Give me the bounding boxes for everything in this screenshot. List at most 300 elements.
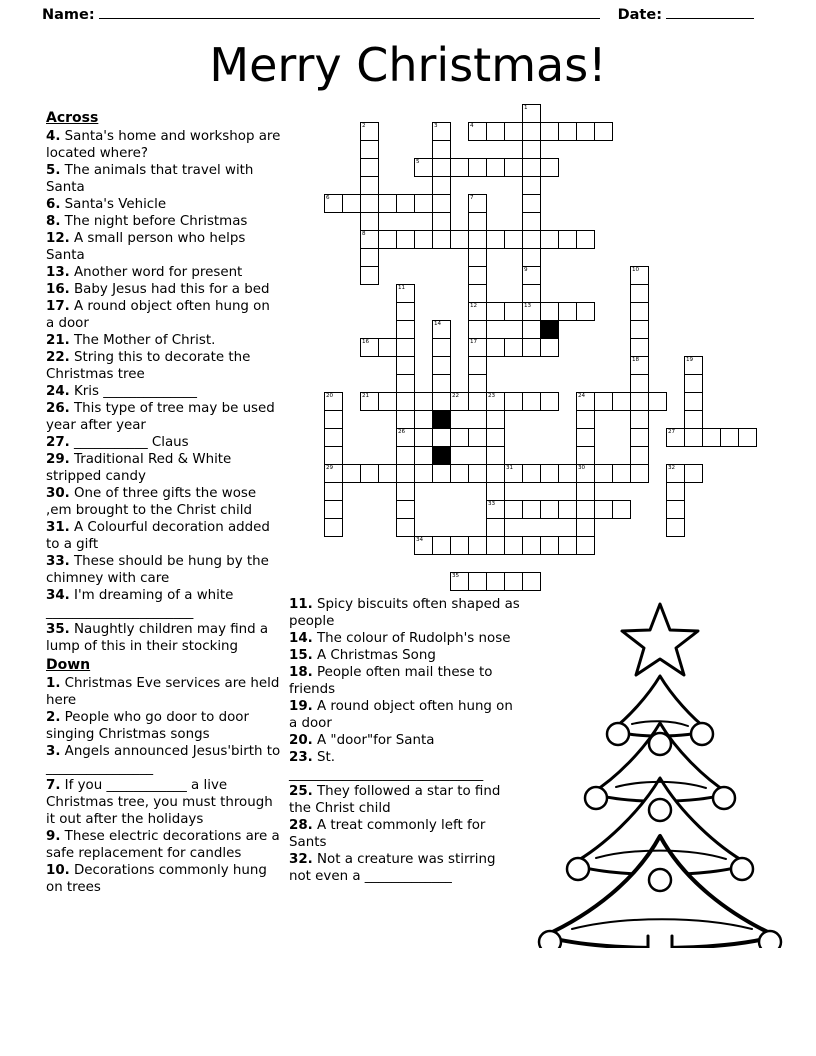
- across-clue-text: A round object often hung on a door: [46, 299, 270, 331]
- grid-cell[interactable]: [396, 302, 415, 321]
- grid-cell[interactable]: [360, 266, 379, 285]
- grid-cell[interactable]: [522, 212, 541, 231]
- grid-cell[interactable]: [360, 464, 379, 483]
- across-clue-number: 8.: [46, 214, 61, 229]
- grid-cell[interactable]: [630, 284, 649, 303]
- grid-cell[interactable]: [576, 464, 595, 483]
- grid-cell[interactable]: [396, 194, 415, 213]
- grid-cell[interactable]: [414, 464, 433, 483]
- grid-cell[interactable]: [576, 302, 595, 321]
- grid-cell[interactable]: [684, 410, 703, 429]
- grid-cell[interactable]: [450, 158, 469, 177]
- across-clue-number: 33.: [46, 554, 70, 569]
- grid-cell[interactable]: [396, 230, 415, 249]
- grid-cell[interactable]: [504, 338, 523, 357]
- grid-cell[interactable]: [468, 302, 487, 321]
- grid-cell[interactable]: [486, 500, 505, 519]
- grid-cell[interactable]: [342, 194, 361, 213]
- grid-cell-number: 18: [632, 357, 640, 363]
- grid-cell[interactable]: [630, 392, 649, 411]
- grid-cell[interactable]: [468, 338, 487, 357]
- grid-cell[interactable]: [558, 500, 577, 519]
- grid-cell[interactable]: [360, 176, 379, 195]
- grid-cell[interactable]: [576, 482, 595, 501]
- down-clue-list-middle: [289, 596, 521, 885]
- grid-cell[interactable]: [432, 158, 451, 177]
- grid-cell[interactable]: [432, 230, 451, 249]
- grid-cell[interactable]: [486, 572, 505, 591]
- grid-cell-number: 9: [524, 267, 528, 273]
- grid-cell[interactable]: [720, 428, 739, 447]
- grid-cell[interactable]: [378, 464, 397, 483]
- down-clue: [46, 743, 281, 777]
- grid-cell[interactable]: [486, 446, 505, 465]
- grid-cell-blocked: [540, 320, 559, 339]
- grid-cell[interactable]: [378, 338, 397, 357]
- grid-cell[interactable]: [630, 428, 649, 447]
- grid-cell[interactable]: [396, 284, 415, 303]
- grid-cell[interactable]: [414, 194, 433, 213]
- grid-cell[interactable]: [576, 428, 595, 447]
- grid-cell[interactable]: [630, 464, 649, 483]
- down-clue-text: Not a creature was stirring not even a _____________: [289, 852, 496, 884]
- grid-cell[interactable]: [576, 536, 595, 555]
- grid-cell-number: 16: [362, 339, 370, 345]
- down-clue-number: 19.: [289, 699, 313, 714]
- across-clue: [46, 434, 281, 451]
- grid-cell[interactable]: [450, 572, 469, 591]
- grid-cell[interactable]: [522, 194, 541, 213]
- grid-cell-number: 12: [470, 303, 478, 309]
- grid-cell[interactable]: [468, 212, 487, 231]
- across-clue-number: 12.: [46, 231, 70, 246]
- grid-cell[interactable]: [396, 464, 415, 483]
- down-clue-text: Christmas Eve services are held here: [46, 676, 280, 708]
- name-date-row: [42, 6, 754, 23]
- grid-cell[interactable]: [432, 122, 451, 141]
- across-clue: [46, 213, 281, 230]
- grid-cell[interactable]: [486, 428, 505, 447]
- down-clue: [46, 675, 281, 709]
- grid-cell[interactable]: [540, 536, 559, 555]
- grid-cell-number: 32: [668, 465, 676, 471]
- down-clue-number: 9.: [46, 829, 61, 844]
- down-clue-number: 23.: [289, 750, 313, 765]
- grid-cell[interactable]: [504, 122, 523, 141]
- grid-cell[interactable]: [666, 518, 685, 537]
- grid-cell[interactable]: [576, 392, 595, 411]
- down-clue-text: A "door"for Santa: [312, 733, 435, 748]
- grid-cell[interactable]: [612, 464, 631, 483]
- down-clue-text: If you ____________ a live Christmas tree, you must through it out after the holidays: [46, 778, 273, 827]
- grid-cell[interactable]: [468, 320, 487, 339]
- grid-cell[interactable]: [378, 230, 397, 249]
- grid-cell[interactable]: [540, 338, 559, 357]
- grid-cell[interactable]: [504, 302, 523, 321]
- grid-cell[interactable]: [360, 230, 379, 249]
- grid-cell[interactable]: [468, 230, 487, 249]
- grid-cell[interactable]: [558, 122, 577, 141]
- grid-cell-number: 1: [524, 105, 528, 111]
- down-clue-number: 20.: [289, 733, 313, 748]
- down-clue: [46, 862, 281, 896]
- grid-cell[interactable]: [468, 464, 487, 483]
- grid-cell[interactable]: [504, 230, 523, 249]
- date-label: Date:: [617, 7, 662, 23]
- across-clue-text: A Colourful decoration added to a gift: [46, 520, 270, 552]
- grid-cell[interactable]: [486, 302, 505, 321]
- grid-cell[interactable]: [468, 284, 487, 303]
- name-write-line[interactable]: [99, 6, 600, 19]
- across-clue-number: 22.: [46, 350, 70, 365]
- grid-cell-number: 23: [488, 393, 496, 399]
- across-clue-text: Naughtly children may find a lump of this in their stocking: [46, 622, 269, 654]
- grid-cell[interactable]: [324, 518, 343, 537]
- grid-cell[interactable]: [396, 428, 415, 447]
- grid-cell[interactable]: [738, 428, 757, 447]
- grid-cell[interactable]: [576, 122, 595, 141]
- grid-cell[interactable]: [432, 212, 451, 231]
- down-clue: [289, 783, 521, 817]
- grid-cell[interactable]: [450, 230, 469, 249]
- across-clue-number: 24.: [46, 384, 70, 399]
- grid-cell[interactable]: [432, 140, 451, 159]
- across-clue-text: Baby Jesus had this for a bed: [69, 282, 270, 297]
- grid-cell[interactable]: [360, 194, 379, 213]
- grid-cell[interactable]: [396, 482, 415, 501]
- grid-cell[interactable]: [378, 194, 397, 213]
- down-clue-number: 1.: [46, 676, 61, 691]
- grid-cell[interactable]: [630, 356, 649, 375]
- grid-cell-number: 29: [326, 465, 334, 471]
- across-clue: [46, 383, 281, 400]
- grid-cell[interactable]: [414, 158, 433, 177]
- across-clue: [46, 264, 281, 281]
- grid-cell[interactable]: [432, 374, 451, 393]
- across-clue: [46, 621, 281, 655]
- grid-cell[interactable]: [396, 320, 415, 339]
- grid-cell-number: 14: [434, 321, 442, 327]
- grid-cell[interactable]: [630, 410, 649, 429]
- grid-cell[interactable]: [468, 158, 487, 177]
- across-clue-text: A small person who helps Santa: [46, 231, 246, 263]
- grid-cell[interactable]: [540, 500, 559, 519]
- grid-cell[interactable]: [414, 230, 433, 249]
- grid-cell[interactable]: [666, 500, 685, 519]
- grid-cell-number: 7: [470, 195, 474, 201]
- down-clue-text: People often mail these to friends: [289, 665, 493, 697]
- grid-cell-number: 17: [470, 339, 478, 345]
- grid-cell[interactable]: [450, 428, 469, 447]
- grid-cell[interactable]: [360, 212, 379, 231]
- down-clue: [289, 732, 521, 749]
- across-clue: [46, 519, 281, 553]
- grid-cell-number: 35: [452, 573, 460, 579]
- grid-cell[interactable]: [522, 122, 541, 141]
- across-clue-number: 27.: [46, 435, 70, 450]
- across-clue-text: Another word for present: [69, 265, 243, 280]
- grid-cell[interactable]: [630, 302, 649, 321]
- across-clue-text: String this to decorate the Christmas tree: [46, 350, 251, 382]
- grid-cell[interactable]: [576, 446, 595, 465]
- grid-cell[interactable]: [432, 428, 451, 447]
- grid-cell[interactable]: [360, 140, 379, 159]
- grid-cell[interactable]: [612, 500, 631, 519]
- grid-cell[interactable]: [360, 122, 379, 141]
- grid-cell[interactable]: [396, 338, 415, 357]
- across-clue-number: 34.: [46, 588, 70, 603]
- grid-cell-number: 31: [506, 465, 514, 471]
- grid-cell[interactable]: [522, 230, 541, 249]
- grid-cell[interactable]: [450, 536, 469, 555]
- across-clue-text: Traditional Red & White stripped candy: [46, 452, 232, 484]
- across-clue: [46, 196, 281, 213]
- grid-cell[interactable]: [684, 428, 703, 447]
- across-clue-text: One of three gifts the wose ,em brought to the Christ child: [46, 486, 257, 518]
- grid-cell[interactable]: [522, 158, 541, 177]
- date-write-line[interactable]: [666, 6, 754, 19]
- grid-cell[interactable]: [432, 176, 451, 195]
- down-clue-text: The colour of Rudolph's nose: [312, 631, 511, 646]
- grid-cell[interactable]: [342, 464, 361, 483]
- grid-cell[interactable]: [414, 536, 433, 555]
- grid-cell[interactable]: [504, 158, 523, 177]
- grid-cell[interactable]: [558, 536, 577, 555]
- grid-cell[interactable]: [522, 104, 541, 123]
- grid-cell[interactable]: [522, 302, 541, 321]
- crossword-grid[interactable]: [288, 104, 758, 594]
- grid-cell[interactable]: [684, 464, 703, 483]
- grid-cell[interactable]: [540, 122, 559, 141]
- grid-cell[interactable]: [630, 374, 649, 393]
- grid-cell[interactable]: [594, 500, 613, 519]
- grid-cell-number: 11: [398, 285, 406, 291]
- grid-cell[interactable]: [576, 518, 595, 537]
- grid-cell[interactable]: [486, 410, 505, 429]
- grid-cell[interactable]: [432, 194, 451, 213]
- grid-cell[interactable]: [486, 158, 505, 177]
- grid-cell[interactable]: [468, 392, 487, 411]
- grid-cell[interactable]: [324, 500, 343, 519]
- grid-cell[interactable]: [630, 338, 649, 357]
- down-clue-text: A round object often hung on a door: [289, 699, 513, 731]
- grid-cell[interactable]: [522, 464, 541, 483]
- grid-cell[interactable]: [360, 248, 379, 267]
- grid-cell[interactable]: [486, 338, 505, 357]
- grid-cell[interactable]: [522, 284, 541, 303]
- page-title: Merry Christmas!: [209, 38, 607, 92]
- grid-cell[interactable]: [324, 482, 343, 501]
- grid-cell[interactable]: [432, 392, 451, 411]
- grid-cell[interactable]: [684, 392, 703, 411]
- across-clue-number: 31.: [46, 520, 70, 535]
- across-clue-number: 13.: [46, 265, 70, 280]
- grid-cell[interactable]: [432, 320, 451, 339]
- grid-cell[interactable]: [468, 428, 487, 447]
- grid-cell[interactable]: [396, 392, 415, 411]
- down-clue-text: Angels announced Jesus'birth to ________________: [46, 744, 281, 776]
- across-clue-number: 21.: [46, 333, 70, 348]
- name-label: Name:: [42, 7, 95, 23]
- grid-cell[interactable]: [486, 392, 505, 411]
- grid-cell[interactable]: [684, 356, 703, 375]
- down-clue-number: 11.: [289, 597, 313, 612]
- grid-cell[interactable]: [468, 572, 487, 591]
- grid-cell[interactable]: [486, 482, 505, 501]
- grid-cell[interactable]: [378, 392, 397, 411]
- grid-cell[interactable]: [630, 320, 649, 339]
- grid-cell[interactable]: [504, 536, 523, 555]
- grid-cell[interactable]: [540, 158, 559, 177]
- down-clue-number: 18.: [289, 665, 313, 680]
- grid-cell[interactable]: [396, 500, 415, 519]
- across-clue-text: Kris ______________: [69, 384, 197, 399]
- grid-cell[interactable]: [594, 122, 613, 141]
- down-clue-number: 3.: [46, 744, 61, 759]
- grid-cell[interactable]: [486, 122, 505, 141]
- grid-cell-number: 30: [578, 465, 586, 471]
- grid-cell[interactable]: [432, 536, 451, 555]
- grid-cell[interactable]: [558, 230, 577, 249]
- grid-cell[interactable]: [540, 464, 559, 483]
- across-clue-list: [46, 128, 281, 655]
- across-clue: [46, 298, 281, 332]
- grid-cell[interactable]: [594, 392, 613, 411]
- grid-cell[interactable]: [324, 428, 343, 447]
- clues-left-column: [46, 110, 281, 896]
- grid-cell[interactable]: [360, 338, 379, 357]
- grid-cell[interactable]: [648, 392, 667, 411]
- down-clue: [289, 851, 521, 885]
- grid-cell[interactable]: [576, 230, 595, 249]
- grid-cell[interactable]: [576, 410, 595, 429]
- grid-cell[interactable]: [396, 356, 415, 375]
- across-clue: [46, 281, 281, 298]
- grid-cell[interactable]: [450, 464, 469, 483]
- grid-cell[interactable]: [486, 464, 505, 483]
- down-clue-text: A treat commonly left for Sants: [289, 818, 486, 850]
- grid-cell[interactable]: [522, 392, 541, 411]
- grid-cell[interactable]: [684, 374, 703, 393]
- grid-cell[interactable]: [576, 500, 595, 519]
- grid-cell[interactable]: [558, 464, 577, 483]
- grid-cell[interactable]: [360, 158, 379, 177]
- across-clue-number: 30.: [46, 486, 70, 501]
- grid-cell[interactable]: [504, 464, 523, 483]
- grid-cell[interactable]: [324, 392, 343, 411]
- grid-cell[interactable]: [432, 464, 451, 483]
- grid-cell[interactable]: [630, 266, 649, 285]
- grid-cell[interactable]: [468, 374, 487, 393]
- grid-cell[interactable]: [360, 392, 379, 411]
- grid-cell[interactable]: [612, 392, 631, 411]
- across-clue: [46, 553, 281, 587]
- down-clue-number: 10.: [46, 863, 70, 878]
- grid-cell[interactable]: [666, 464, 685, 483]
- grid-cell[interactable]: [522, 140, 541, 159]
- grid-cell[interactable]: [468, 536, 487, 555]
- grid-cell[interactable]: [540, 392, 559, 411]
- across-clue: [46, 332, 281, 349]
- grid-cell[interactable]: [504, 500, 523, 519]
- down-clue: [46, 777, 281, 828]
- grid-cell[interactable]: [396, 410, 415, 429]
- down-clue-number: 2.: [46, 710, 61, 725]
- grid-cell-blocked: [432, 410, 451, 429]
- grid-cell[interactable]: [324, 446, 343, 465]
- down-clue-number: 28.: [289, 818, 313, 833]
- grid-cell[interactable]: [522, 248, 541, 267]
- across-clue-text: These should be hung by the chimney with care: [46, 554, 269, 586]
- grid-cell[interactable]: [486, 536, 505, 555]
- across-clue: [46, 349, 281, 383]
- grid-cell[interactable]: [486, 230, 505, 249]
- grid-cell[interactable]: [450, 392, 469, 411]
- grid-cell[interactable]: [324, 194, 343, 213]
- grid-cell[interactable]: [522, 536, 541, 555]
- grid-cell[interactable]: [468, 122, 487, 141]
- grid-cell[interactable]: [666, 482, 685, 501]
- across-clue-number: 35.: [46, 622, 70, 637]
- grid-cell[interactable]: [504, 392, 523, 411]
- grid-cell[interactable]: [522, 176, 541, 195]
- grid-cell[interactable]: [468, 266, 487, 285]
- grid-cell[interactable]: [468, 248, 487, 267]
- down-clue: [289, 698, 521, 732]
- grid-cell-number: 6: [326, 195, 330, 201]
- across-clue-text: The animals that travel with Santa: [46, 163, 254, 195]
- grid-cell[interactable]: [324, 464, 343, 483]
- grid-cell[interactable]: [324, 410, 343, 429]
- grid-cell[interactable]: [414, 428, 433, 447]
- across-clue: [46, 587, 281, 621]
- grid-cell[interactable]: [432, 338, 451, 357]
- grid-cell[interactable]: [540, 230, 559, 249]
- down-clue-number: 7.: [46, 778, 61, 793]
- grid-cell[interactable]: [396, 446, 415, 465]
- down-clue-number: 15.: [289, 648, 313, 663]
- grid-cell-number: 4: [470, 123, 474, 129]
- grid-cell[interactable]: [468, 356, 487, 375]
- grid-cell-number: 10: [632, 267, 640, 273]
- down-clue-text: A Christmas Song: [312, 648, 436, 663]
- grid-cell[interactable]: [396, 518, 415, 537]
- grid-cell[interactable]: [522, 338, 541, 357]
- grid-cell-number: 3: [434, 123, 438, 129]
- grid-cell[interactable]: [486, 518, 505, 537]
- grid-cell[interactable]: [540, 302, 559, 321]
- down-clue-text: People who go door to door singing Christmas songs: [46, 710, 249, 742]
- grid-cell[interactable]: [702, 428, 721, 447]
- grid-cell[interactable]: [666, 428, 685, 447]
- grid-cell[interactable]: [396, 374, 415, 393]
- down-clue-number: 25.: [289, 784, 313, 799]
- across-clue-text: The night before Christmas: [60, 214, 248, 229]
- grid-cell[interactable]: [594, 464, 613, 483]
- grid-cell[interactable]: [522, 320, 541, 339]
- across-clue: [46, 162, 281, 196]
- grid-cell[interactable]: [558, 302, 577, 321]
- across-clue-text: Santa's Vehicle: [60, 197, 167, 212]
- grid-cell[interactable]: [414, 392, 433, 411]
- grid-cell[interactable]: [522, 500, 541, 519]
- grid-cell[interactable]: [432, 356, 451, 375]
- across-clue-number: 4.: [46, 129, 61, 144]
- down-clue-text: Decorations commonly hung on trees: [46, 863, 267, 895]
- grid-cell[interactable]: [468, 194, 487, 213]
- grid-cell[interactable]: [522, 266, 541, 285]
- grid-cell[interactable]: [630, 446, 649, 465]
